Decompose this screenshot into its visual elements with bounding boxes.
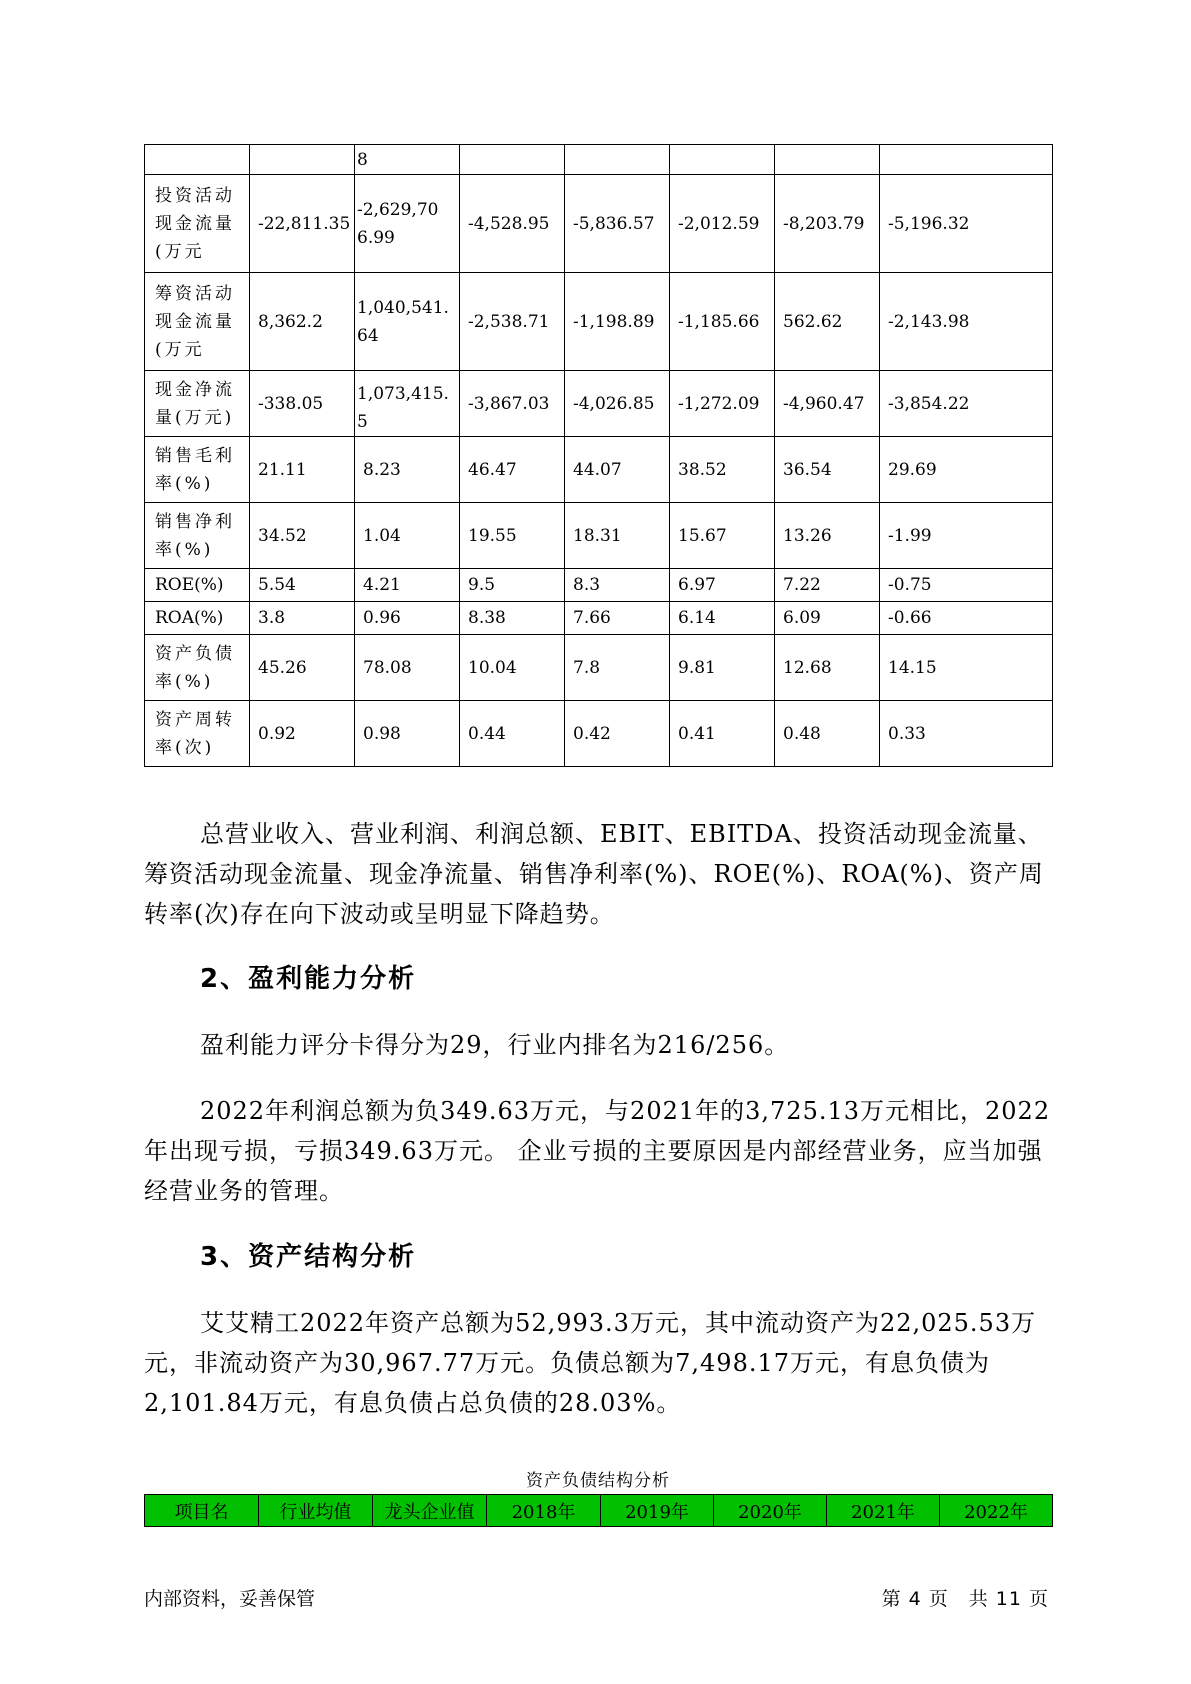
row-label: 投资活动现金流量(万元 bbox=[145, 175, 250, 273]
table-row bbox=[145, 145, 1053, 175]
table-cell: -8,203.79 bbox=[775, 175, 880, 273]
row-label: 筹资活动现金流量(万元 bbox=[145, 273, 250, 371]
table-cell: 6.97 bbox=[670, 569, 775, 602]
table-cell: -0.75 bbox=[880, 569, 1053, 602]
table-cell: 14.15 bbox=[880, 635, 1053, 701]
table-cell: -3,867.03 bbox=[460, 371, 565, 437]
footer-page-number: 第 4 页 共 11 页 bbox=[881, 1588, 1049, 1610]
table-row bbox=[145, 437, 1053, 503]
table-cell: 1.04 bbox=[355, 503, 460, 569]
row-label: ROA(%) bbox=[145, 602, 250, 635]
table-cell: 78.08 bbox=[355, 635, 460, 701]
table-cell: 7.66 bbox=[565, 602, 670, 635]
table-cell bbox=[775, 145, 880, 175]
table-cell: 8.3 bbox=[565, 569, 670, 602]
table-cell: 46.47 bbox=[460, 437, 565, 503]
asset-liability-structure-table bbox=[144, 1494, 1053, 1527]
table-cell: 0.48 bbox=[775, 701, 880, 767]
table-cell: -4,960.47 bbox=[775, 371, 880, 437]
table-cell: 562.62 bbox=[775, 273, 880, 371]
row-label bbox=[145, 145, 250, 175]
trend-summary-paragraph: 总营业收入、营业利润、利润总额、EBIT、EBITDA、投资活动现金流量、筹资活动现金流量、现金净流量、销售净利率(%)、ROE(%)、ROA(%)、资产周转率(次)存在向下波动或呈明显下降趋势。 bbox=[144, 820, 1044, 928]
table-cell: 0.96 bbox=[355, 602, 460, 635]
table-cell bbox=[880, 145, 1053, 175]
table-cell: 7.22 bbox=[775, 569, 880, 602]
table-row bbox=[145, 602, 1053, 635]
table-cell: 0.98 bbox=[355, 701, 460, 767]
table-cell: 8.23 bbox=[355, 437, 460, 503]
row-label: ROE(%) bbox=[145, 569, 250, 602]
profitability-detail-paragraph: 2022年利润总额为负349.63万元，与2021年的3,725.13万元相比，2022年出现亏损，亏损349.63万元。 企业亏损的主要原因是内部经营业务，应当加强经营业务的管理。 bbox=[144, 1097, 1051, 1205]
table-cell: -338.05 bbox=[250, 371, 355, 437]
column-header: 2018年 bbox=[487, 1495, 601, 1527]
table-cell: -2,012.59 bbox=[670, 175, 775, 273]
table-row bbox=[145, 701, 1053, 767]
table-cell: -5,196.32 bbox=[880, 175, 1053, 273]
table-cell: 1,040,541.64 bbox=[355, 273, 460, 371]
table-cell: 6.14 bbox=[670, 602, 775, 635]
asset-structure-paragraph: 艾艾精工2022年资产总额为52,993.3万元，其中流动资产为22,025.53万元，非流动资产为30,967.77万元。负债总额为7,498.17万元，有息负债为2,101.84万元，有息负债占总负债的28.03%。 bbox=[144, 1309, 1037, 1417]
table-cell: 29.69 bbox=[880, 437, 1053, 503]
table-cell: -2,538.71 bbox=[460, 273, 565, 371]
table-cell: 8 bbox=[355, 145, 460, 175]
table-cell: -4,026.85 bbox=[565, 371, 670, 437]
table-cell: 19.55 bbox=[460, 503, 565, 569]
table-row bbox=[145, 569, 1053, 602]
column-header: 2021年 bbox=[827, 1495, 940, 1527]
table-cell: 18.31 bbox=[565, 503, 670, 569]
table-cell: 1,073,415.5 bbox=[355, 371, 460, 437]
row-label: 销售净利率(%) bbox=[145, 503, 250, 569]
table-row bbox=[145, 503, 1053, 569]
table-cell: 45.26 bbox=[250, 635, 355, 701]
table-cell: -2,629,706.99 bbox=[355, 175, 460, 273]
table-cell: -2,143.98 bbox=[880, 273, 1053, 371]
table-cell: -1,198.89 bbox=[565, 273, 670, 371]
table-row bbox=[145, 175, 1053, 273]
table-cell: 0.92 bbox=[250, 701, 355, 767]
table-cell: -0.66 bbox=[880, 602, 1053, 635]
column-header: 2020年 bbox=[714, 1495, 827, 1527]
table-cell: 8,362.2 bbox=[250, 273, 355, 371]
row-label: 销售毛利率(%) bbox=[145, 437, 250, 503]
table-cell: 5.54 bbox=[250, 569, 355, 602]
profitability-score-paragraph: 盈利能力评分卡得分为29，行业内排名为216/256。 bbox=[200, 1031, 790, 1059]
row-label: 资产负债率(%) bbox=[145, 635, 250, 701]
table-row bbox=[145, 635, 1053, 701]
table-cell: 13.26 bbox=[775, 503, 880, 569]
table-cell: 4.21 bbox=[355, 569, 460, 602]
table-cell: 0.41 bbox=[670, 701, 775, 767]
table-cell: 9.81 bbox=[670, 635, 775, 701]
table-cell: -1,272.09 bbox=[670, 371, 775, 437]
column-header: 龙头企业值 bbox=[373, 1495, 487, 1527]
table-cell: -22,811.35 bbox=[250, 175, 355, 273]
column-header: 2019年 bbox=[601, 1495, 714, 1527]
table-cell bbox=[670, 145, 775, 175]
table-cell: 7.8 bbox=[565, 635, 670, 701]
financial-indicators-table bbox=[144, 144, 1053, 767]
table-cell: 12.68 bbox=[775, 635, 880, 701]
table-cell: 3.8 bbox=[250, 602, 355, 635]
table-cell: 38.52 bbox=[670, 437, 775, 503]
table-cell: -4,528.95 bbox=[460, 175, 565, 273]
table-cell: 15.67 bbox=[670, 503, 775, 569]
table-cell: 8.38 bbox=[460, 602, 565, 635]
table-cell: 6.09 bbox=[775, 602, 880, 635]
footer-confidential-note: 内部资料，妥善保管 bbox=[144, 1588, 316, 1610]
table-cell bbox=[250, 145, 355, 175]
table-row bbox=[145, 273, 1053, 371]
column-header: 行业均值 bbox=[259, 1495, 373, 1527]
row-label: 资产周转率(次) bbox=[145, 701, 250, 767]
row-label: 现金净流量(万元) bbox=[145, 371, 250, 437]
table-cell: 34.52 bbox=[250, 503, 355, 569]
table-cell: 0.44 bbox=[460, 701, 565, 767]
table-cell: -5,836.57 bbox=[565, 175, 670, 273]
table-cell bbox=[565, 145, 670, 175]
table-header-row bbox=[145, 1495, 1053, 1527]
section-heading-profitability: 2、盈利能力分析 bbox=[200, 964, 417, 994]
column-header: 项目名 bbox=[145, 1495, 259, 1527]
table-cell: 0.42 bbox=[565, 701, 670, 767]
column-header: 2022年 bbox=[940, 1495, 1053, 1527]
table-cell: -3,854.22 bbox=[880, 371, 1053, 437]
table-cell: 36.54 bbox=[775, 437, 880, 503]
table-cell bbox=[460, 145, 565, 175]
section-heading-asset-structure: 3、资产结构分析 bbox=[200, 1242, 417, 1272]
table-cell: 10.04 bbox=[460, 635, 565, 701]
table-cell: -1,185.66 bbox=[670, 273, 775, 371]
table-cell: 44.07 bbox=[565, 437, 670, 503]
table-cell: 0.33 bbox=[880, 701, 1053, 767]
table-row bbox=[145, 371, 1053, 437]
table-caption: 资产负债结构分析 bbox=[526, 1471, 670, 1491]
table-cell: -1.99 bbox=[880, 503, 1053, 569]
table-cell: 21.11 bbox=[250, 437, 355, 503]
table-cell: 9.5 bbox=[460, 569, 565, 602]
